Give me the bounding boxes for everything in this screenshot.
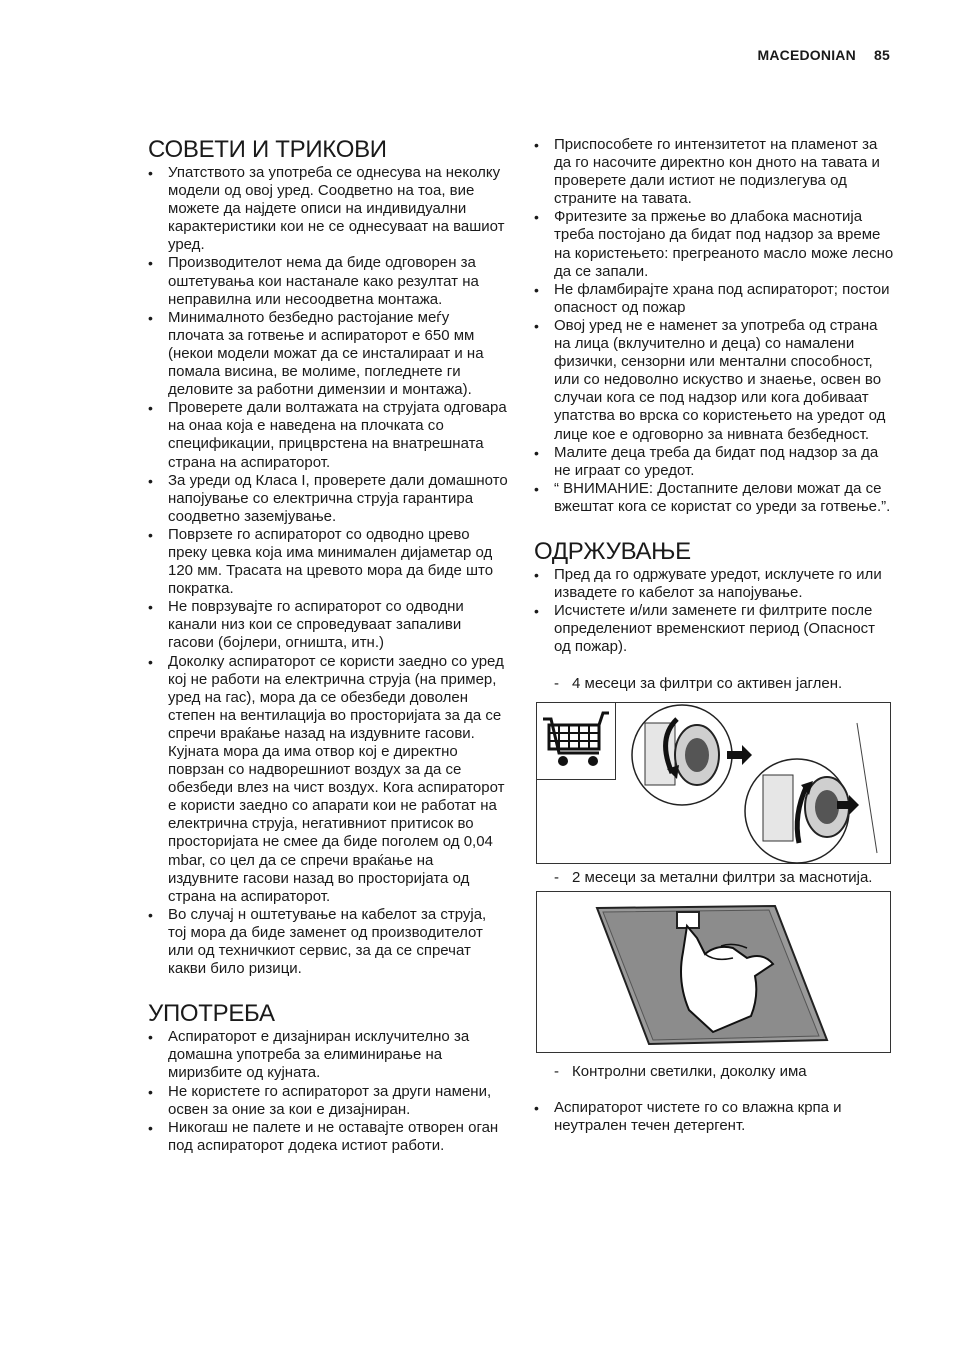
list-item: • Никогаш не палете и не оставајте отворен оган под аспираторот додека истиот работи. [148, 1119, 508, 1155]
list-item: • Пред да го одржувате уредот, исклучете го или извадете го кабелот за напојување. [534, 566, 894, 602]
tips-heading: СОВЕТИ И ТРИКОВИ [148, 136, 387, 163]
list-item: • Проверете дали волтажата на струјата одговара на онаа која е наведена на плочката со спецификации, прицврстена на внатрешната страна на аспираторот. [148, 399, 508, 471]
dash-item-metal-filter: - 2 месеци за метални филтри за маснотија. [534, 869, 894, 887]
list-item: • Производителот нема да биде одговорен за оштетувања кои настанале како резултат на неправилна или несоодветна монтажа. [148, 254, 508, 308]
language-label: MACEDONIAN [757, 47, 856, 63]
list-item: • Приспособете го интензитетот на пламенот за да го насочите директно кон дното на тавата и проверете дали истиот не подизлегува од страните на тавата. [534, 136, 894, 208]
dash-item-carbon-filter: - 4 месеци за филтри со активен јаглен. [534, 675, 894, 693]
list-item: • Фритезите за пржење во длабока маснотија треба постојано да бидат под надзор за време на користењето: прегреаното масло може лесно да се запали. [534, 208, 894, 280]
page-header [757, 47, 890, 63]
metal-filter-figure [536, 891, 891, 1053]
list-item: • “ ВНИМАНИЕ: Достапните делови можат да се вжештат кога се користат со уреди за готвење.”. [534, 480, 894, 516]
tips-list [148, 164, 508, 978]
list-item: • Поврзете го аспираторот со одводно црево преку цевка која има минимален дијаметар од 120 мм. Трасата на цревото мора да биде што пократка. [148, 526, 508, 598]
list-item: • Не користете го аспираторот за други намени, освен за оние за кои е дизајниран. [148, 1083, 508, 1119]
usage-heading: УПОТРЕБА [148, 1000, 275, 1028]
list-item: • Упатството за употреба се однесува на неколку модели од овој уред. Соодветно на тоа, вие можете да најдете описи на индивидуални карактеристики кои не се однесуваат на вашиот уред. [148, 164, 508, 254]
list-item: • За уреди од Класа I, проверете дали домашното напојување со електрична струја гарантира соодветно заземјување. [148, 472, 508, 526]
list-item: • Во случај н оштетување на кабелот за струја, тој мора да биде заменет од производителот или од техничкиот сервис, за да се спречат какви било ризици. [148, 906, 508, 978]
dash-item-control-lights: - Контролни светилки, доколку има [534, 1063, 894, 1081]
list-item: • Не фламбирајте храна под аспираторот; постои опасност од пожар [534, 281, 894, 317]
list-item: • Доколку аспираторот се користи заедно со уред кој не работи на електрична струја (на пример, уред на гас), мора да се обезбеди доволен степен на вентилација во просторијата за да се спречи враќање назад на издувните гасови. Кујната мора да има отвор кој е директно поврзан со надворешниот воздух за да се обезбеди влез на чист воздух. Кога аспираторот е користи заедно со апарати кои не работат на електрична струја, негативниот притисок во просторијата не смее да биде поголем од 0,04 mbar, со цел да се спречи враќање на издувните гасови назад во просторијата од страна на аспираторот. [148, 653, 508, 906]
list-item: • Не поврзувајте го аспираторот со одводни канали низ кои се спроведуваат запаливи гасови (бојлери, огништа, итн.) [148, 598, 508, 652]
list-item: • Овој уред не е наменет за употреба од страна на лица (вклучително и деца) со намалени физички, сензорни или ментални способност, или со недоволно искуство и знаење, освен во случаи кога се под надзор или кога добиваат упатства во врска со користењето на уредот од лице кое е одговорно за нивната безбедност. [534, 317, 894, 444]
maintenance-final-list [534, 1099, 894, 1135]
maintenance-list [534, 566, 894, 656]
carbon-filter-figure [536, 702, 891, 864]
list-item: • Исчистете и/или заменете ги филтрите после определениот временскиот период (Опасност од пожар). [534, 602, 894, 656]
list-item: • Малите деца треба да бидат под надзор за да не играат со уредот. [534, 444, 894, 480]
usage-list [148, 1028, 508, 1155]
list-item: • Аспираторот е дизајниран исклучително за домашна употреба за елиминирање на миризбите од кујната. [148, 1028, 508, 1082]
grease-filter-illustration [537, 892, 892, 1054]
filter-rotation-illustration [537, 703, 892, 865]
list-item: • Аспираторот чистете го со влажна крпа и неутрален течен детергент. [534, 1099, 894, 1135]
maintenance-heading: ОДРЖУВАЊЕ [534, 537, 691, 565]
left-column [148, 136, 508, 1155]
list-item: • Минималното безбедно растојание меѓу плочата за готвење и аспираторот е 650 мм (некои модели можат да се инсталираат и на помала висина, ве молиме, погледнете ги деловите за работни димензии и монтажа). [148, 309, 508, 399]
usage-list-continued [534, 136, 894, 516]
right-column [534, 136, 894, 1135]
page-number: 85 [874, 47, 890, 63]
